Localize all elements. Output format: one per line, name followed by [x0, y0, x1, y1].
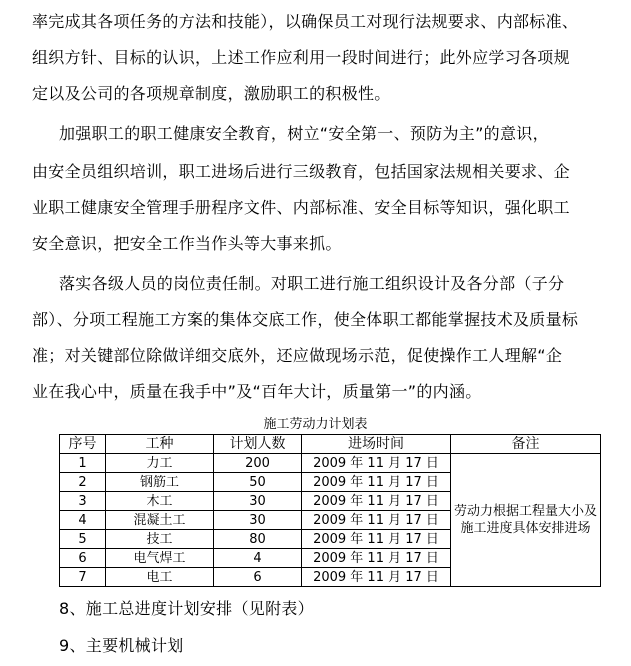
- cell-type: 混凝土工: [106, 511, 214, 530]
- header-date: 进场时间: [302, 435, 451, 454]
- paragraph-line: 由安全员组织培训，职工进场后进行三级教育，包括国家法规相关要求、企: [32, 162, 570, 181]
- cell-date: 2009 年 11 月 17 日: [302, 530, 451, 549]
- cell-count: 50: [214, 473, 302, 492]
- section-heading: 9、主要机械计划: [59, 636, 184, 655]
- cell-seq: 3: [60, 492, 106, 511]
- labor-plan-table: [59, 434, 601, 587]
- paragraph-line: 准；对关键部位除做详细交底外，还应做现场示范，促使操作工人理解“企: [32, 346, 563, 365]
- cell-seq: 4: [60, 511, 106, 530]
- cell-count: 4: [214, 549, 302, 568]
- table-row: [60, 454, 601, 473]
- paragraph-line: 组织方针、目标的认识，上述工作应利用一段时间进行；此外应学习各项规: [32, 48, 570, 67]
- paragraph-line: 安全意识，把安全工作当作头等大事来抓。: [32, 234, 342, 253]
- cell-seq: 7: [60, 568, 106, 587]
- cell-date: 2009 年 11 月 17 日: [302, 511, 451, 530]
- cell-date: 2009 年 11 月 17 日: [302, 473, 451, 492]
- cell-type: 电工: [106, 568, 214, 587]
- cell-type: 电气焊工: [106, 549, 214, 568]
- cell-count: 6: [214, 568, 302, 587]
- cell-count: 200: [214, 454, 302, 473]
- cell-date: 2009 年 11 月 17 日: [302, 492, 451, 511]
- paragraph-line: 业职工健康安全管理手册程序文件、内部标准、安全目标等知识，强化职工: [32, 198, 570, 217]
- cell-date: 2009 年 11 月 17 日: [302, 454, 451, 473]
- table-header-row: [60, 435, 601, 454]
- paragraph-line: 定以及公司的各项规章制度，激励职工的积极性。: [32, 84, 391, 103]
- cell-type: 力工: [106, 454, 214, 473]
- header-seq: 序号: [60, 435, 106, 454]
- section-heading: 8、施工总进度计划安排（见附表）: [59, 599, 314, 618]
- cell-type: 钢筋工: [106, 473, 214, 492]
- cell-seq: 2: [60, 473, 106, 492]
- paragraph-line: 率完成其各项任务的方法和技能），以确保员工对现行法规要求、内部标准、: [32, 12, 579, 31]
- cell-count: 30: [214, 511, 302, 530]
- paragraph-line: 落实各级人员的岗位责任制。对职工进行施工组织设计及各分部（子分: [59, 274, 565, 293]
- cell-type: 木工: [106, 492, 214, 511]
- cell-note: 劳动力根据工程量大小及施工进度具体安排进场: [451, 454, 601, 587]
- cell-date: 2009 年 11 月 17 日: [302, 549, 451, 568]
- cell-seq: 6: [60, 549, 106, 568]
- header-count: 计划人数: [214, 435, 302, 454]
- paragraph-line: 加强职工的职工健康安全教育，树立“安全第一、预防为主”的意识，: [59, 124, 549, 143]
- paragraph-line: 业在我心中，质量在我手中”及“百年大计，质量第一”的内涵。: [32, 382, 482, 401]
- header-type: 工种: [106, 435, 214, 454]
- cell-type: 技工: [106, 530, 214, 549]
- cell-date: 2009 年 11 月 17 日: [302, 568, 451, 587]
- cell-count: 80: [214, 530, 302, 549]
- cell-count: 30: [214, 492, 302, 511]
- table-caption: 施工劳动力计划表: [263, 417, 368, 432]
- header-note: 备注: [451, 435, 601, 454]
- paragraph-line: 部）、分项工程施工方案的集体交底工作，使全体职工都能掌握技术及质量标: [32, 310, 579, 329]
- cell-seq: 5: [60, 530, 106, 549]
- cell-seq: 1: [60, 454, 106, 473]
